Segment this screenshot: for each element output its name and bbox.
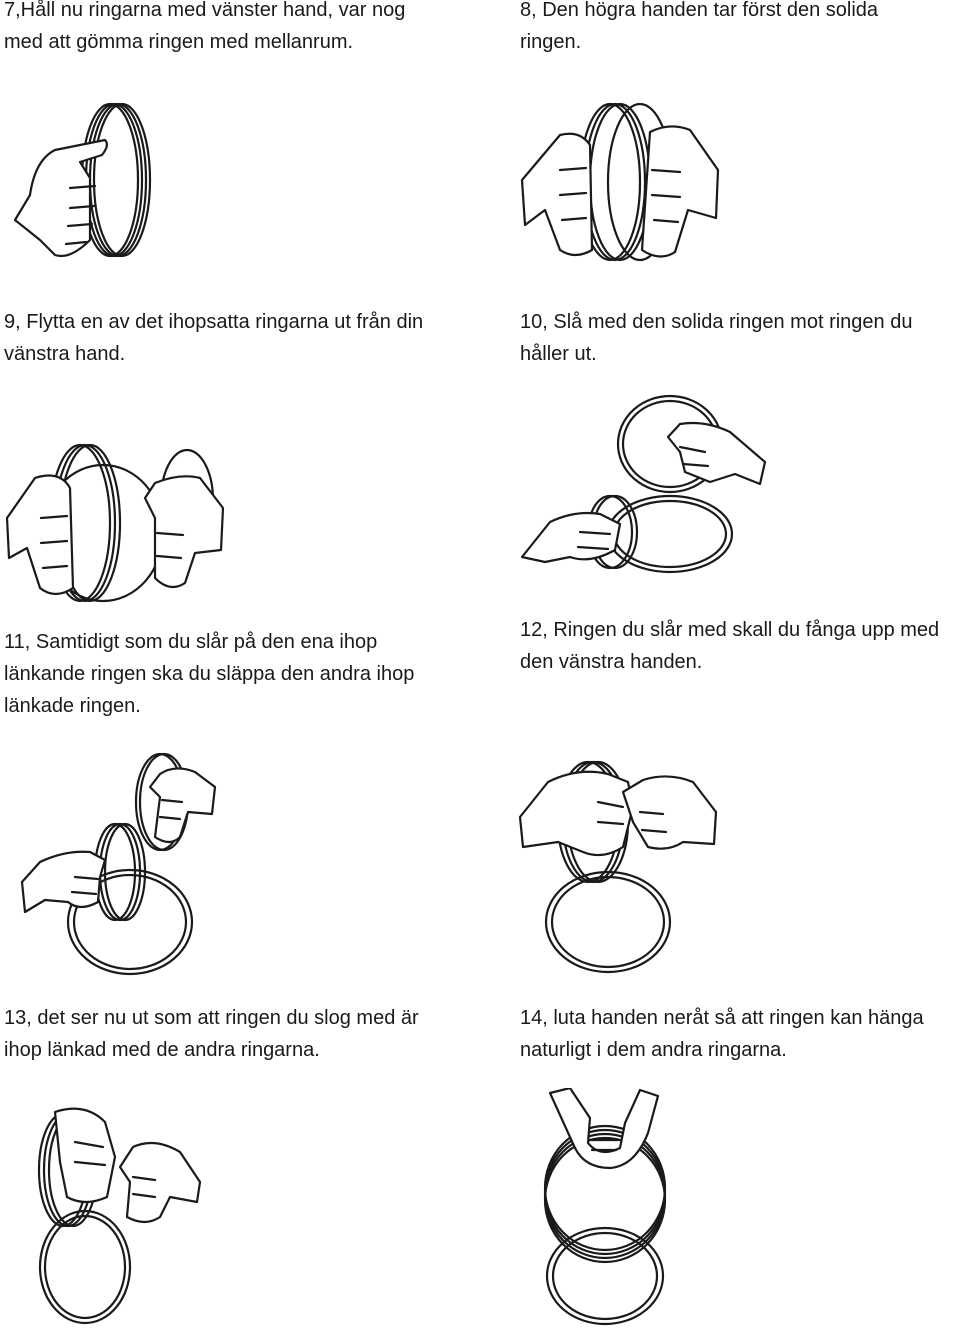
step-13-illustration bbox=[15, 1102, 205, 1327]
step-8-illustration bbox=[520, 100, 720, 270]
step-9-caption: 9, Flytta en av det ihopsatta ringarna ut från din vänstra hand. bbox=[4, 311, 424, 365]
step-8-caption: 8, Den högra handen tar först den solida ringen. bbox=[520, 0, 879, 53]
step-14-caption: 14, luta handen neråt så att ringen kan hänga naturligt i dem andra ringarna. bbox=[520, 1007, 924, 1061]
step-7-illustration bbox=[10, 100, 160, 270]
step-13-caption: 13, det ser nu ut som att ringen du slog med är ihop länkad med de andra ringarna. bbox=[4, 1007, 419, 1061]
step-7-caption: 7,Håll nu ringarna med vänster hand, var nog med att gömma ringen med mellanrum. bbox=[4, 0, 406, 53]
step-10-illustration bbox=[520, 392, 770, 582]
step-11-illustration bbox=[20, 752, 220, 977]
step-14-illustration bbox=[530, 1088, 680, 1328]
step-12-illustration bbox=[518, 752, 718, 977]
step-11-caption: 11, Samtidigt som du slår på den ena ihop länkande ringen ska du släppa den andra ihop länkade ringen. bbox=[4, 631, 415, 717]
step-9-illustration bbox=[5, 438, 225, 603]
step-10-caption: 10, Slå med den solida ringen mot ringen du håller ut. bbox=[520, 311, 913, 365]
step-12-caption: 12, Ringen du slår med skall du fånga upp med den vänstra handen. bbox=[520, 619, 940, 673]
